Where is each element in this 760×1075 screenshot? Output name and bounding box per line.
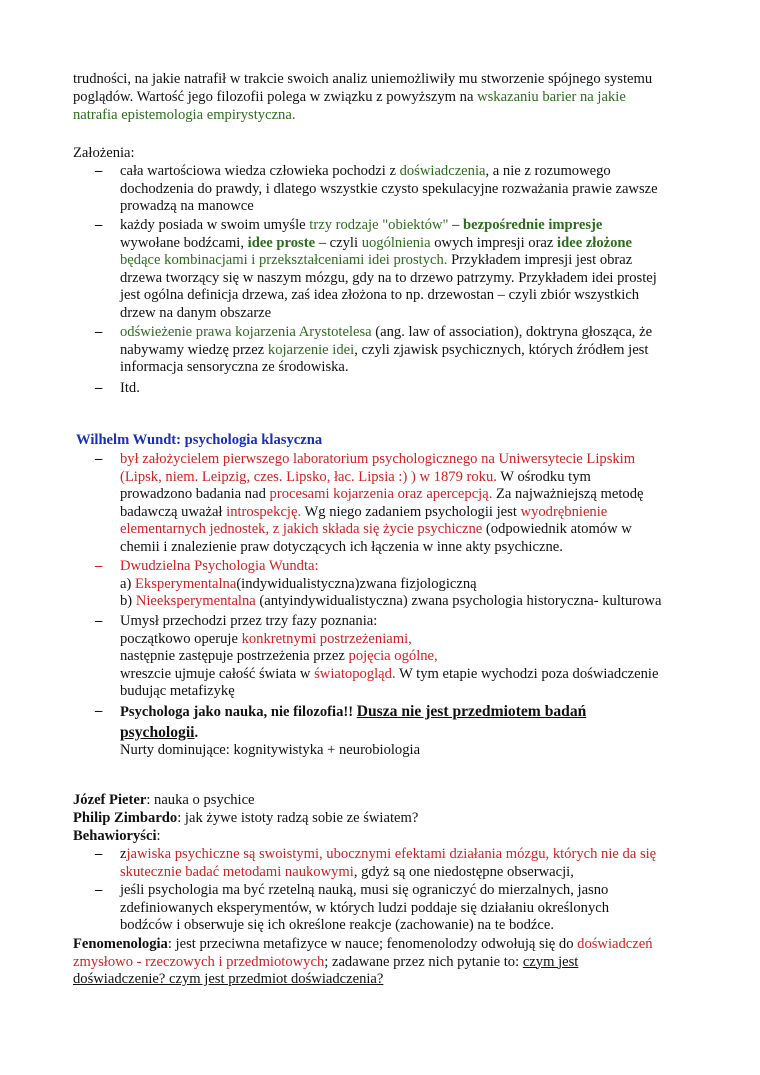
list-item xyxy=(120,882,720,935)
line xyxy=(120,703,720,722)
pieter-line xyxy=(73,792,703,810)
behaviorists-line xyxy=(73,828,703,846)
line xyxy=(120,846,720,864)
bullet-dash: – xyxy=(95,558,103,574)
highlight-red: wyodrębnienie xyxy=(520,503,608,520)
text: (odpowiednik atomów w xyxy=(482,521,632,538)
highlight-red: pojęcia ogólne, xyxy=(348,648,438,665)
text: Nurty dominujące: kognitywistyka + neurobiologia xyxy=(120,742,421,759)
list-item xyxy=(120,703,720,760)
text: Umysł przechodzi przez trzy fazy poznania: xyxy=(120,613,378,629)
heading-text: Behawioryści xyxy=(73,828,157,844)
line xyxy=(120,631,720,649)
bullet-dash: – xyxy=(95,163,103,179)
text-underline: doświadczenie? czym jest przedmiot doświadczenia? xyxy=(73,971,384,988)
line xyxy=(120,521,720,539)
highlight-green: będące kombinacjami i przekształceniami idei prostych. xyxy=(120,252,448,269)
section-heading xyxy=(73,145,703,163)
highlight-green: kojarzenie idei xyxy=(267,341,355,358)
line xyxy=(120,593,720,611)
text: : jest przeciwna metafizyce w nauce; fenomenolodzy odwołują się do xyxy=(167,936,578,952)
line xyxy=(120,666,720,684)
text: budując metafizykę xyxy=(120,683,235,700)
text: nabywamy wiedzę przez xyxy=(120,341,268,358)
term-bold-green: idee proste xyxy=(247,234,316,251)
intro-line-3 xyxy=(73,107,703,125)
zimbardo-line xyxy=(73,810,703,828)
text: , a nie z rozumowego xyxy=(485,163,611,179)
text: (indywidualistyczna)zwana fizjologiczną xyxy=(236,575,477,592)
text: (ang. law of association), doktryna głosząca, że xyxy=(371,324,653,340)
text-underline: czym jest xyxy=(522,953,579,970)
line xyxy=(120,864,720,882)
text: jest ogólna definicja drzewa, zaś idea złożona to np. drzewostan – czyli zbiór wszystkich xyxy=(120,287,640,304)
intro-line-1 xyxy=(73,71,703,89)
text-bold-underline: Dusza nie jest przedmiotem badań xyxy=(356,703,587,720)
line xyxy=(73,954,713,972)
text: chemii i znalezienie praw dotyczących ich łączenia w inne akty psychiczne. xyxy=(120,538,563,555)
person-name: Józef Pieter xyxy=(73,792,147,808)
text: informacja sensoryczna ze środowiska. xyxy=(120,359,349,376)
fenomenologia-paragraph xyxy=(73,936,713,989)
text: badawczą uważał xyxy=(120,503,227,520)
text: dochodzenia do prawdy, i dlatego wszystkie czysto spekulacyjne rozważania prawie zawsze xyxy=(120,180,658,197)
highlight-red: procesami kojarzenia oraz apercepcją. xyxy=(269,486,493,503)
bullet-dash: – xyxy=(95,703,103,719)
highlight-red: światopogląd. xyxy=(314,665,396,682)
intro-text: trudności, na jakie natrafił w trakcie swoich analiz uniemożliwiły mu stworzenie spójnego systemu xyxy=(73,71,653,87)
text-bold-underline: psychologii xyxy=(120,723,195,741)
list-item xyxy=(120,163,720,216)
list-item xyxy=(120,451,720,557)
highlight-green: doświadczenia xyxy=(399,163,486,179)
list-item xyxy=(120,324,720,377)
highlight-red: był założycielem pierwszego laboratorium psychologicznego na Uniwersytecie Lipskim xyxy=(120,451,636,467)
bullet-dash: – xyxy=(95,613,103,629)
line xyxy=(120,342,720,360)
heading-text: Wilhelm Wundt: psychologia klasyczna xyxy=(76,432,323,448)
term-bold-green: bezpośrednie impresje xyxy=(463,217,603,233)
list-item xyxy=(120,613,720,701)
line xyxy=(120,252,720,270)
wundt-heading xyxy=(76,432,706,450)
bullet-dash: – xyxy=(95,380,103,396)
text: drzewa tworzący się w naszym mózgu, gdy na to drzewo patrzymy. Przykładem idei prostej xyxy=(120,269,657,286)
text: z xyxy=(120,846,127,862)
highlight-green: odświeżenie prawa kojarzenia Arystotelesa xyxy=(120,324,372,340)
highlight-green: trzy rodzaje "obiektów" xyxy=(309,217,449,233)
bullet-dash: – xyxy=(95,324,103,340)
highlight-red: Eksperymentalna xyxy=(135,575,237,592)
text: ; zadawane przez nich pytanie to: xyxy=(324,953,523,970)
text: następnie zastępuje postrzeżenia przez xyxy=(120,648,349,665)
intro-text: poglądów. Wartość jego filozofii polega w związku z powyższym na xyxy=(73,89,478,105)
line xyxy=(120,648,720,666)
text: owych impresji oraz xyxy=(430,234,558,251)
highlight-red: (Lipsk, niem. Leipzig, czes. Lipsko, łac. Lipsia :) ) w 1879 roku. xyxy=(120,468,497,485)
highlight-red: elementarnych jednostek, z jakich składa się życie psychiczne xyxy=(120,521,483,538)
bullet-dash: – xyxy=(95,882,103,898)
text: prowadzą na manowce xyxy=(120,198,254,215)
text: wywołane bodźcami, xyxy=(120,234,248,251)
text: : xyxy=(156,828,161,844)
text: Itd. xyxy=(120,380,140,396)
highlight-green: natrafia epistemologia empirystyczna. xyxy=(73,107,296,123)
list-item xyxy=(120,217,720,323)
text: a) xyxy=(120,575,135,592)
text: jeśli psychologia ma być rzetelną nauką, musi się ograniczyć do mierzalnych, jasno xyxy=(120,882,609,898)
text: Przykładem impresji jest obraz xyxy=(447,252,633,269)
text-bold: . xyxy=(194,724,199,741)
text: b) xyxy=(120,593,136,610)
highlight-red: doświadczeń xyxy=(577,936,653,952)
line xyxy=(120,235,720,253)
line xyxy=(120,724,720,743)
text: cała wartościowa wiedza człowieka pochodzi z xyxy=(120,163,400,179)
person-name: Philip Zimbardo xyxy=(73,810,178,826)
bullet-dash: – xyxy=(95,451,103,467)
text: bodźców i obserwuje się ich określone reakcje (zachowanie) na te bodźce. xyxy=(120,917,554,934)
highlight-red: zmysłowo - rzeczowych i przedmiotowych xyxy=(73,953,325,970)
text: – xyxy=(448,217,464,233)
text: każdy posiada w swoim umyśle xyxy=(120,217,310,233)
intro-line-2 xyxy=(73,89,703,107)
text: Wg niego zadaniem psychologii jest xyxy=(301,503,521,520)
text: zdefiniowanych eksperymentów, w których ludzi poddaje się działaniu określonych xyxy=(120,899,610,916)
list-item xyxy=(120,558,720,611)
highlight-red: introspekcję. xyxy=(226,503,302,520)
term-bold-green: idee złożone xyxy=(557,234,633,251)
term-bold: Fenomenologia xyxy=(73,936,168,952)
list-item xyxy=(120,846,720,881)
line xyxy=(73,936,713,954)
highlight-red: jawiska psychiczne są swoistymi, ubocznymi efektami działania mózgu, których nie da się xyxy=(126,846,657,862)
highlight-green: wskazaniu barier na jakie xyxy=(477,89,626,105)
text: – czyli xyxy=(315,234,362,251)
highlight-red: Nieeksperymentalna xyxy=(135,593,256,610)
text: wreszcie ujmuje całość świata w xyxy=(120,665,315,682)
highlight-green: uogólnienia xyxy=(361,234,431,251)
line xyxy=(120,504,720,522)
highlight-red: konkretnymi postrzeżeniami, xyxy=(241,630,412,647)
text: początkowo operuje xyxy=(120,630,242,647)
text: drzew na danym obszarze xyxy=(120,304,272,321)
line xyxy=(120,469,720,487)
text: , czyli zjawisk psychicznych, których źródłem jest xyxy=(354,341,649,358)
line xyxy=(120,576,720,594)
text: : nauka o psychice xyxy=(146,792,255,808)
list-item xyxy=(120,380,720,398)
highlight-red: skutecznie badać metodami naukowymi xyxy=(120,863,354,880)
text-bold: Psychologa jako nauka, nie filozofia!! xyxy=(120,704,357,720)
text: W ośrodku tym xyxy=(496,468,591,485)
highlight-red: Dwudzielna Psychologia Wundta: xyxy=(120,558,319,574)
bullet-dash: – xyxy=(95,846,103,862)
text: : jak żywe istoty radzą sobie ze światem? xyxy=(177,810,419,826)
text: W tym etapie wychodzi poza doświadczenie xyxy=(395,665,659,682)
line xyxy=(120,486,720,504)
text: Za najważniejszą metodę xyxy=(492,486,644,503)
text: prowadzono badania nad xyxy=(120,486,270,503)
bullet-dash: – xyxy=(95,217,103,233)
text: , gdyż są one niedostępne obserwacji, xyxy=(353,863,574,880)
text: (antyindywidualistyczna) zwana psychologia historyczna- kulturowa xyxy=(255,593,662,610)
heading-text: Założenia: xyxy=(73,145,135,161)
